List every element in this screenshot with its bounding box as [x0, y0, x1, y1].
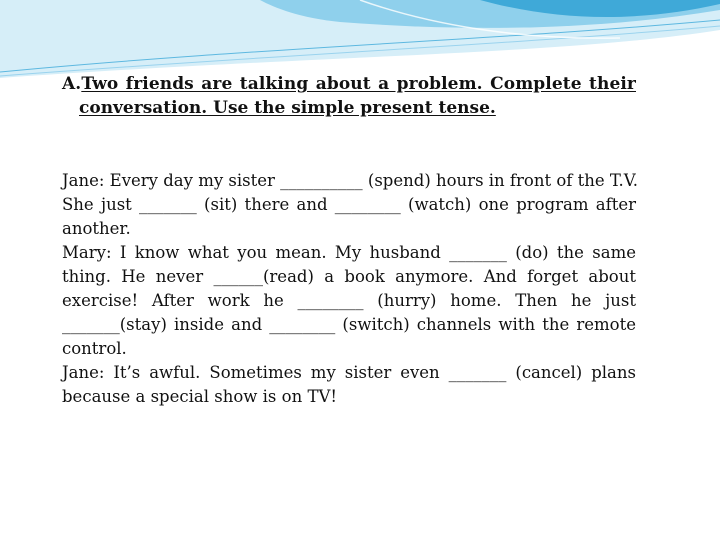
worksheet-content	[62, 72, 639, 409]
exercise-instruction-line1: Two friends are talking about a problem. Complete their	[81, 74, 636, 94]
conversation-line: Jane: It’s awful. Sometimes my sister even _______ (cancel) plans	[62, 363, 636, 382]
exercise-heading-line2	[62, 96, 636, 120]
exercise-heading	[62, 72, 636, 96]
conversation-text	[62, 169, 639, 409]
conversation-line: thing. He never ______(read) a book anymore. And forget about	[62, 267, 636, 286]
conversation-line: Jane: Every day my sister __________ (spend) hours in front of the T.V.	[62, 171, 639, 190]
conversation-line: Mary: I know what you mean. My husband _______ (do) the same	[62, 243, 636, 262]
exercise-label: A.	[62, 74, 82, 94]
conversation-line: another.	[62, 219, 131, 238]
conversation-line: because a special show is on TV!	[62, 387, 338, 406]
conversation-line: exercise! After work he ________ (hurry) home. Then he just	[62, 291, 636, 310]
conversation-line: _______(stay) inside and ________ (switch) channels with the remote	[62, 315, 636, 334]
exercise-instruction-line2: conversation. Use the simple present tense.	[79, 98, 496, 118]
conversation-line: control.	[62, 339, 127, 358]
conversation-line: She just _______ (sit) there and ________ (watch) one program after	[62, 195, 636, 214]
